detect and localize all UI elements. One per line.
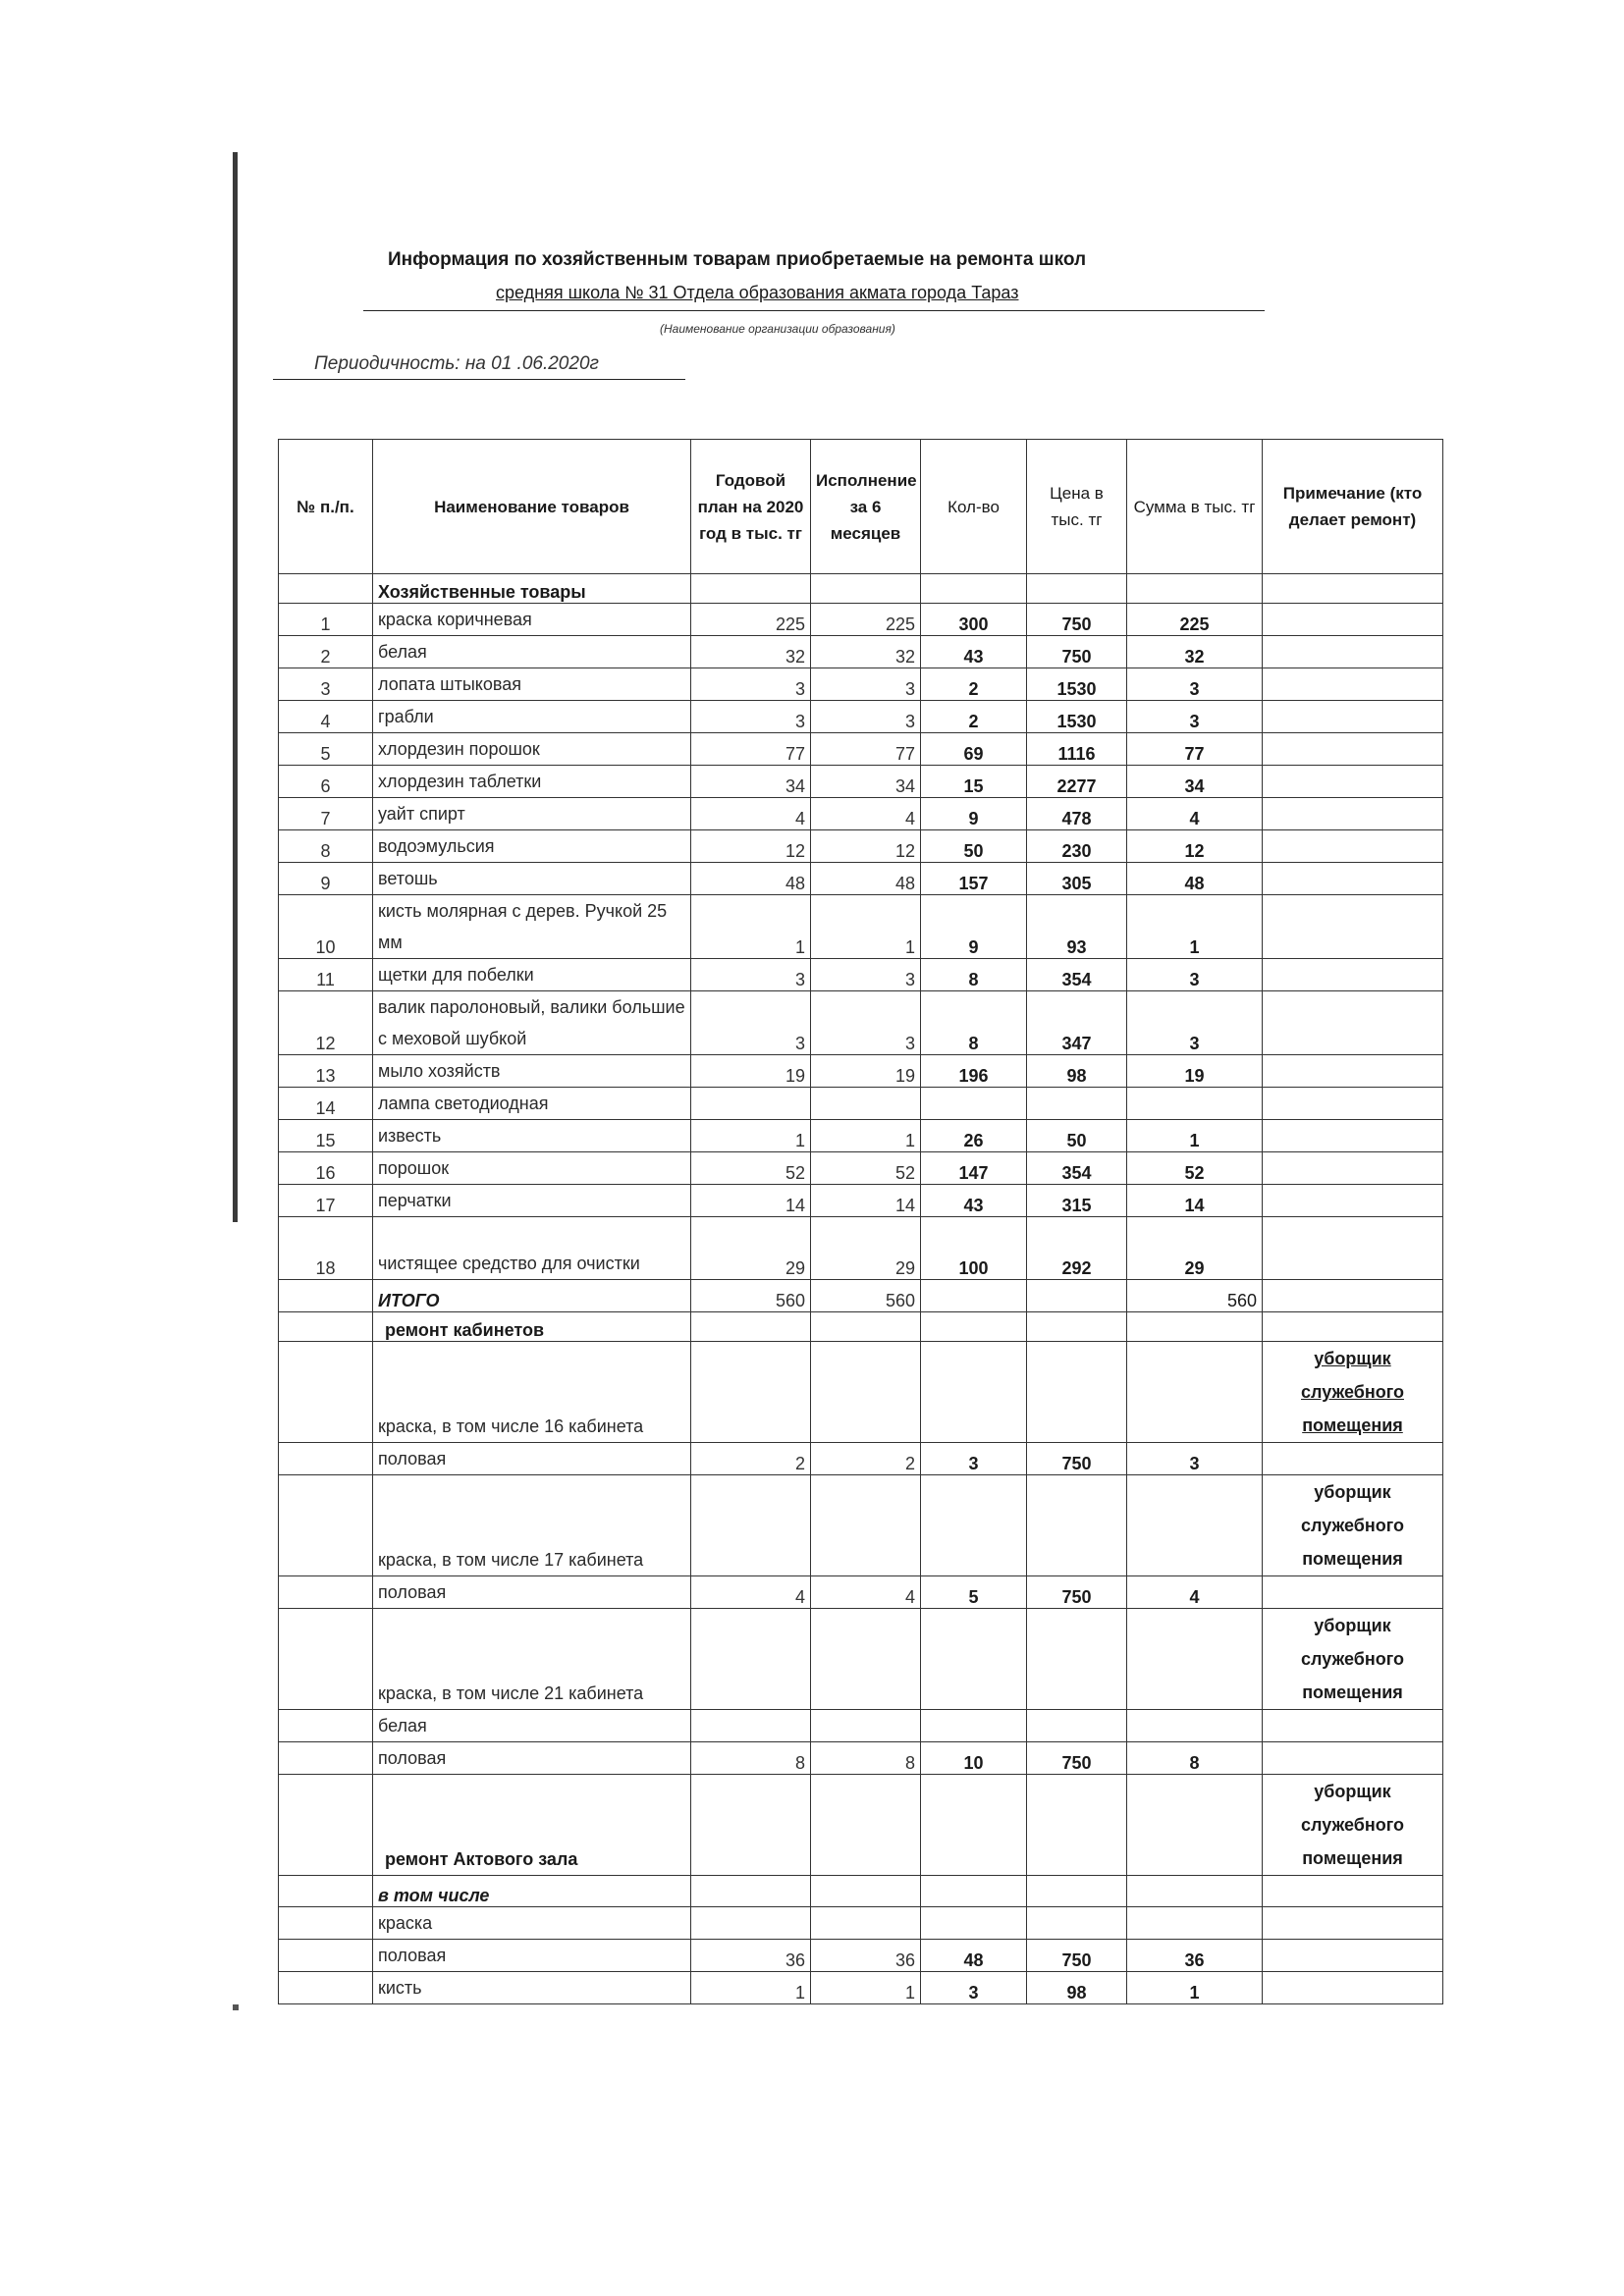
item-price xyxy=(1027,1088,1127,1120)
item-sum: 3 xyxy=(1127,991,1263,1055)
item-sum: 32 xyxy=(1127,636,1263,668)
section-title: ремонт кабинетов xyxy=(373,1312,691,1342)
item-name: кисть xyxy=(373,1972,691,2004)
item-note xyxy=(1263,1088,1443,1120)
item-done: 2 xyxy=(811,1443,921,1475)
item-price: 93 xyxy=(1027,895,1127,959)
item-sum xyxy=(1127,1088,1263,1120)
item-number: 2 xyxy=(279,636,373,668)
item-plan: 52 xyxy=(691,1152,811,1185)
table-row xyxy=(279,1876,1443,1907)
item-qty: 2 xyxy=(921,668,1027,701)
item-done: 29 xyxy=(811,1217,921,1280)
item-number: 1 xyxy=(279,604,373,636)
item-name: перчатки xyxy=(373,1185,691,1217)
table-row xyxy=(279,959,1443,991)
item-price: 230 xyxy=(1027,830,1127,863)
item-sum: 3 xyxy=(1127,668,1263,701)
table-row xyxy=(279,668,1443,701)
item-price: 98 xyxy=(1027,1055,1127,1088)
table-row xyxy=(279,863,1443,895)
item-name: в том числе xyxy=(373,1876,691,1907)
item-plan: 1 xyxy=(691,1120,811,1152)
item-name: водоэмульсия xyxy=(373,830,691,863)
item-done: 8 xyxy=(811,1742,921,1775)
item-price: 354 xyxy=(1027,959,1127,991)
item-sum: 4 xyxy=(1127,798,1263,830)
item-plan: 225 xyxy=(691,604,811,636)
table-row xyxy=(279,1609,1443,1710)
total-label: ИТОГО xyxy=(373,1280,691,1312)
item-note: уборщик служебного помещения xyxy=(1263,1775,1443,1876)
item-qty: 8 xyxy=(921,991,1027,1055)
item-qty: 2 xyxy=(921,701,1027,733)
item-sum: 14 xyxy=(1127,1185,1263,1217)
item-qty: 50 xyxy=(921,830,1027,863)
organization-name: средняя школа № 31 Отдела образования акмата города Тараз xyxy=(496,283,1019,302)
item-price: 354 xyxy=(1027,1152,1127,1185)
table-row xyxy=(279,1576,1443,1609)
item-number: 4 xyxy=(279,701,373,733)
table-row xyxy=(279,636,1443,668)
item-name: мыло хозяйств xyxy=(373,1055,691,1088)
item-done: 52 xyxy=(811,1152,921,1185)
item-qty: 3 xyxy=(921,1443,1027,1475)
item-name: порошок xyxy=(373,1152,691,1185)
item-price: 2277 xyxy=(1027,766,1127,798)
item-note xyxy=(1263,668,1443,701)
item-plan: 1 xyxy=(691,895,811,959)
item-price: 347 xyxy=(1027,991,1127,1055)
col-header-done: Исполнение за 6 месяцев xyxy=(811,440,921,574)
item-done: 14 xyxy=(811,1185,921,1217)
item-plan: 3 xyxy=(691,701,811,733)
item-done xyxy=(811,1088,921,1120)
item-number: 15 xyxy=(279,1120,373,1152)
col-header-qty: Кол-во xyxy=(921,440,1027,574)
item-plan: 4 xyxy=(691,1576,811,1609)
item-sum: 3 xyxy=(1127,959,1263,991)
item-name: чистящее средство для очистки xyxy=(373,1217,691,1280)
item-number: 17 xyxy=(279,1185,373,1217)
item-qty: 300 xyxy=(921,604,1027,636)
item-sum: 3 xyxy=(1127,701,1263,733)
table-row xyxy=(279,1055,1443,1088)
item-number: 6 xyxy=(279,766,373,798)
col-header-sum: Сумма в тыс. тг xyxy=(1127,440,1263,574)
item-name: кисть молярная с дерев. Ручкой 25 мм xyxy=(373,895,691,959)
item-qty: 147 xyxy=(921,1152,1027,1185)
item-name: половая xyxy=(373,1742,691,1775)
item-qty: 48 xyxy=(921,1940,1027,1972)
item-sum: 8 xyxy=(1127,1742,1263,1775)
col-header-price: Цена в тыс. тг xyxy=(1027,440,1127,574)
item-plan: 14 xyxy=(691,1185,811,1217)
item-price: 1530 xyxy=(1027,668,1127,701)
item-done: 19 xyxy=(811,1055,921,1088)
item-note xyxy=(1263,863,1443,895)
item-price: 750 xyxy=(1027,1443,1127,1475)
table-row xyxy=(279,733,1443,766)
table-row xyxy=(279,604,1443,636)
table-row xyxy=(279,1185,1443,1217)
item-note xyxy=(1263,830,1443,863)
item-plan: 3 xyxy=(691,668,811,701)
item-name: грабли xyxy=(373,701,691,733)
item-qty: 69 xyxy=(921,733,1027,766)
item-qty: 5 xyxy=(921,1576,1027,1609)
organization-line xyxy=(363,281,1265,311)
item-plan: 32 xyxy=(691,636,811,668)
item-done: 4 xyxy=(811,1576,921,1609)
item-note xyxy=(1263,1120,1443,1152)
item-price: 50 xyxy=(1027,1120,1127,1152)
item-qty: 15 xyxy=(921,766,1027,798)
item-name: краска, в том числе 21 кабинета xyxy=(373,1609,691,1710)
item-price: 478 xyxy=(1027,798,1127,830)
total-plan: 560 xyxy=(691,1280,811,1312)
item-note xyxy=(1263,733,1443,766)
item-note xyxy=(1263,604,1443,636)
item-done: 36 xyxy=(811,1940,921,1972)
item-done: 225 xyxy=(811,604,921,636)
item-done: 3 xyxy=(811,668,921,701)
item-name: краска, в том числе 16 кабинета xyxy=(373,1342,691,1443)
item-sum: 36 xyxy=(1127,1940,1263,1972)
table-row xyxy=(279,1443,1443,1475)
item-price: 750 xyxy=(1027,604,1127,636)
item-done: 3 xyxy=(811,701,921,733)
item-note xyxy=(1263,895,1443,959)
item-plan: 19 xyxy=(691,1055,811,1088)
item-note xyxy=(1263,1055,1443,1088)
table-header-row xyxy=(279,440,1443,574)
period-text: Периодичность: на 01 .06.2020г xyxy=(314,353,599,374)
table-row xyxy=(279,1972,1443,2004)
item-note xyxy=(1263,1217,1443,1280)
section-row xyxy=(279,1312,1443,1342)
item-done: 1 xyxy=(811,1120,921,1152)
item-done: 12 xyxy=(811,830,921,863)
scan-edge-mark xyxy=(233,152,238,1222)
item-note xyxy=(1263,701,1443,733)
item-price: 750 xyxy=(1027,636,1127,668)
table-row xyxy=(279,1152,1443,1185)
item-plan: 77 xyxy=(691,733,811,766)
item-qty: 9 xyxy=(921,895,1027,959)
item-price: 292 xyxy=(1027,1217,1127,1280)
table-row xyxy=(279,798,1443,830)
item-name: ремонт Актового зала xyxy=(373,1775,691,1876)
period-line xyxy=(273,349,685,380)
col-header-plan: Годовой план на 2020 год в тыс. тг xyxy=(691,440,811,574)
item-qty: 10 xyxy=(921,1742,1027,1775)
item-note xyxy=(1263,798,1443,830)
table-row xyxy=(279,1120,1443,1152)
item-name: известь xyxy=(373,1120,691,1152)
organization-note: (Наименование организации образования) xyxy=(660,322,895,336)
col-header-name: Наименование товаров xyxy=(373,440,691,574)
total-row xyxy=(279,1280,1443,1312)
item-name: хлордезин порошок xyxy=(373,733,691,766)
item-name: половая xyxy=(373,1940,691,1972)
item-note: уборщик служебного помещения xyxy=(1263,1342,1443,1443)
item-price: 1116 xyxy=(1027,733,1127,766)
item-done: 4 xyxy=(811,798,921,830)
item-name: уайт спирт xyxy=(373,798,691,830)
item-price: 98 xyxy=(1027,1972,1127,2004)
item-plan: 29 xyxy=(691,1217,811,1280)
item-name: лампа светодиодная xyxy=(373,1088,691,1120)
item-sum: 225 xyxy=(1127,604,1263,636)
item-sum: 1 xyxy=(1127,895,1263,959)
item-sum: 19 xyxy=(1127,1055,1263,1088)
item-sum: 4 xyxy=(1127,1576,1263,1609)
item-qty: 26 xyxy=(921,1120,1027,1152)
section-row xyxy=(279,574,1443,604)
item-name: краска коричневая xyxy=(373,604,691,636)
item-name: ветошь xyxy=(373,863,691,895)
table-row xyxy=(279,1775,1443,1876)
item-plan xyxy=(691,1088,811,1120)
item-plan: 8 xyxy=(691,1742,811,1775)
item-price: 750 xyxy=(1027,1576,1127,1609)
table-row xyxy=(279,1088,1443,1120)
item-number: 14 xyxy=(279,1088,373,1120)
goods-table xyxy=(278,439,1443,2004)
table-row xyxy=(279,830,1443,863)
item-plan: 3 xyxy=(691,959,811,991)
table-row xyxy=(279,895,1443,959)
item-sum: 29 xyxy=(1127,1217,1263,1280)
table-row xyxy=(279,991,1443,1055)
item-plan: 12 xyxy=(691,830,811,863)
item-note xyxy=(1263,636,1443,668)
item-qty: 9 xyxy=(921,798,1027,830)
item-note: уборщик служебного помещения xyxy=(1263,1475,1443,1576)
col-header-note: Примечание (кто делает ремонт) xyxy=(1263,440,1443,574)
item-done: 77 xyxy=(811,733,921,766)
item-note xyxy=(1263,959,1443,991)
item-note xyxy=(1263,766,1443,798)
item-sum: 1 xyxy=(1127,1120,1263,1152)
item-name: валик паролоновый, валики большие с меховой шубкой xyxy=(373,991,691,1055)
item-qty: 8 xyxy=(921,959,1027,991)
item-name: краска xyxy=(373,1907,691,1940)
item-plan: 2 xyxy=(691,1443,811,1475)
table-row xyxy=(279,1342,1443,1443)
item-name: половая xyxy=(373,1443,691,1475)
item-sum: 3 xyxy=(1127,1443,1263,1475)
item-number: 16 xyxy=(279,1152,373,1185)
item-note xyxy=(1263,1185,1443,1217)
item-price: 750 xyxy=(1027,1742,1127,1775)
item-plan: 48 xyxy=(691,863,811,895)
item-name: краска, в том числе 17 кабинета xyxy=(373,1475,691,1576)
item-name: белая xyxy=(373,1710,691,1742)
item-note xyxy=(1263,991,1443,1055)
table-row xyxy=(279,1940,1443,1972)
item-note xyxy=(1263,1152,1443,1185)
item-done: 32 xyxy=(811,636,921,668)
item-number: 3 xyxy=(279,668,373,701)
total-sum: 560 xyxy=(1127,1280,1263,1312)
item-number: 8 xyxy=(279,830,373,863)
item-sum: 34 xyxy=(1127,766,1263,798)
col-header-num: № п./п. xyxy=(279,440,373,574)
item-done: 3 xyxy=(811,991,921,1055)
table-row xyxy=(279,766,1443,798)
item-done: 1 xyxy=(811,895,921,959)
item-sum: 12 xyxy=(1127,830,1263,863)
item-done: 48 xyxy=(811,863,921,895)
item-price: 750 xyxy=(1027,1940,1127,1972)
item-qty: 100 xyxy=(921,1217,1027,1280)
item-plan: 3 xyxy=(691,991,811,1055)
item-number: 5 xyxy=(279,733,373,766)
item-number: 10 xyxy=(279,895,373,959)
table-row xyxy=(279,1742,1443,1775)
item-name: половая xyxy=(373,1576,691,1609)
scan-dot-mark xyxy=(233,2004,239,2010)
item-plan: 36 xyxy=(691,1940,811,1972)
item-name: щетки для побелки xyxy=(373,959,691,991)
item-plan: 1 xyxy=(691,1972,811,2004)
table-row xyxy=(279,1710,1443,1742)
item-number: 11 xyxy=(279,959,373,991)
item-note: уборщик служебного помещения xyxy=(1263,1609,1443,1710)
item-number: 9 xyxy=(279,863,373,895)
item-name: хлордезин таблетки xyxy=(373,766,691,798)
item-sum: 77 xyxy=(1127,733,1263,766)
item-number: 12 xyxy=(279,991,373,1055)
section-title: Хозяйственные товары xyxy=(373,574,691,604)
document-title: Информация по хозяйственным товарам приобретаемые на ремонта школ xyxy=(388,249,1087,270)
table-row xyxy=(279,1907,1443,1940)
item-name: белая xyxy=(373,636,691,668)
total-done: 560 xyxy=(811,1280,921,1312)
item-sum: 52 xyxy=(1127,1152,1263,1185)
item-number: 7 xyxy=(279,798,373,830)
item-price: 315 xyxy=(1027,1185,1127,1217)
table-row xyxy=(279,1217,1443,1280)
item-done: 3 xyxy=(811,959,921,991)
item-number: 13 xyxy=(279,1055,373,1088)
item-price: 1530 xyxy=(1027,701,1127,733)
item-price: 305 xyxy=(1027,863,1127,895)
item-done: 1 xyxy=(811,1972,921,2004)
item-qty xyxy=(921,1088,1027,1120)
item-number: 18 xyxy=(279,1217,373,1280)
item-plan: 4 xyxy=(691,798,811,830)
item-qty: 196 xyxy=(921,1055,1027,1088)
table-row xyxy=(279,1475,1443,1576)
table-row xyxy=(279,701,1443,733)
item-name: лопата штыковая xyxy=(373,668,691,701)
item-sum: 1 xyxy=(1127,1972,1263,2004)
item-qty: 43 xyxy=(921,636,1027,668)
item-done: 34 xyxy=(811,766,921,798)
item-qty: 157 xyxy=(921,863,1027,895)
item-plan: 34 xyxy=(691,766,811,798)
item-sum: 48 xyxy=(1127,863,1263,895)
item-qty: 43 xyxy=(921,1185,1027,1217)
item-qty: 3 xyxy=(921,1972,1027,2004)
